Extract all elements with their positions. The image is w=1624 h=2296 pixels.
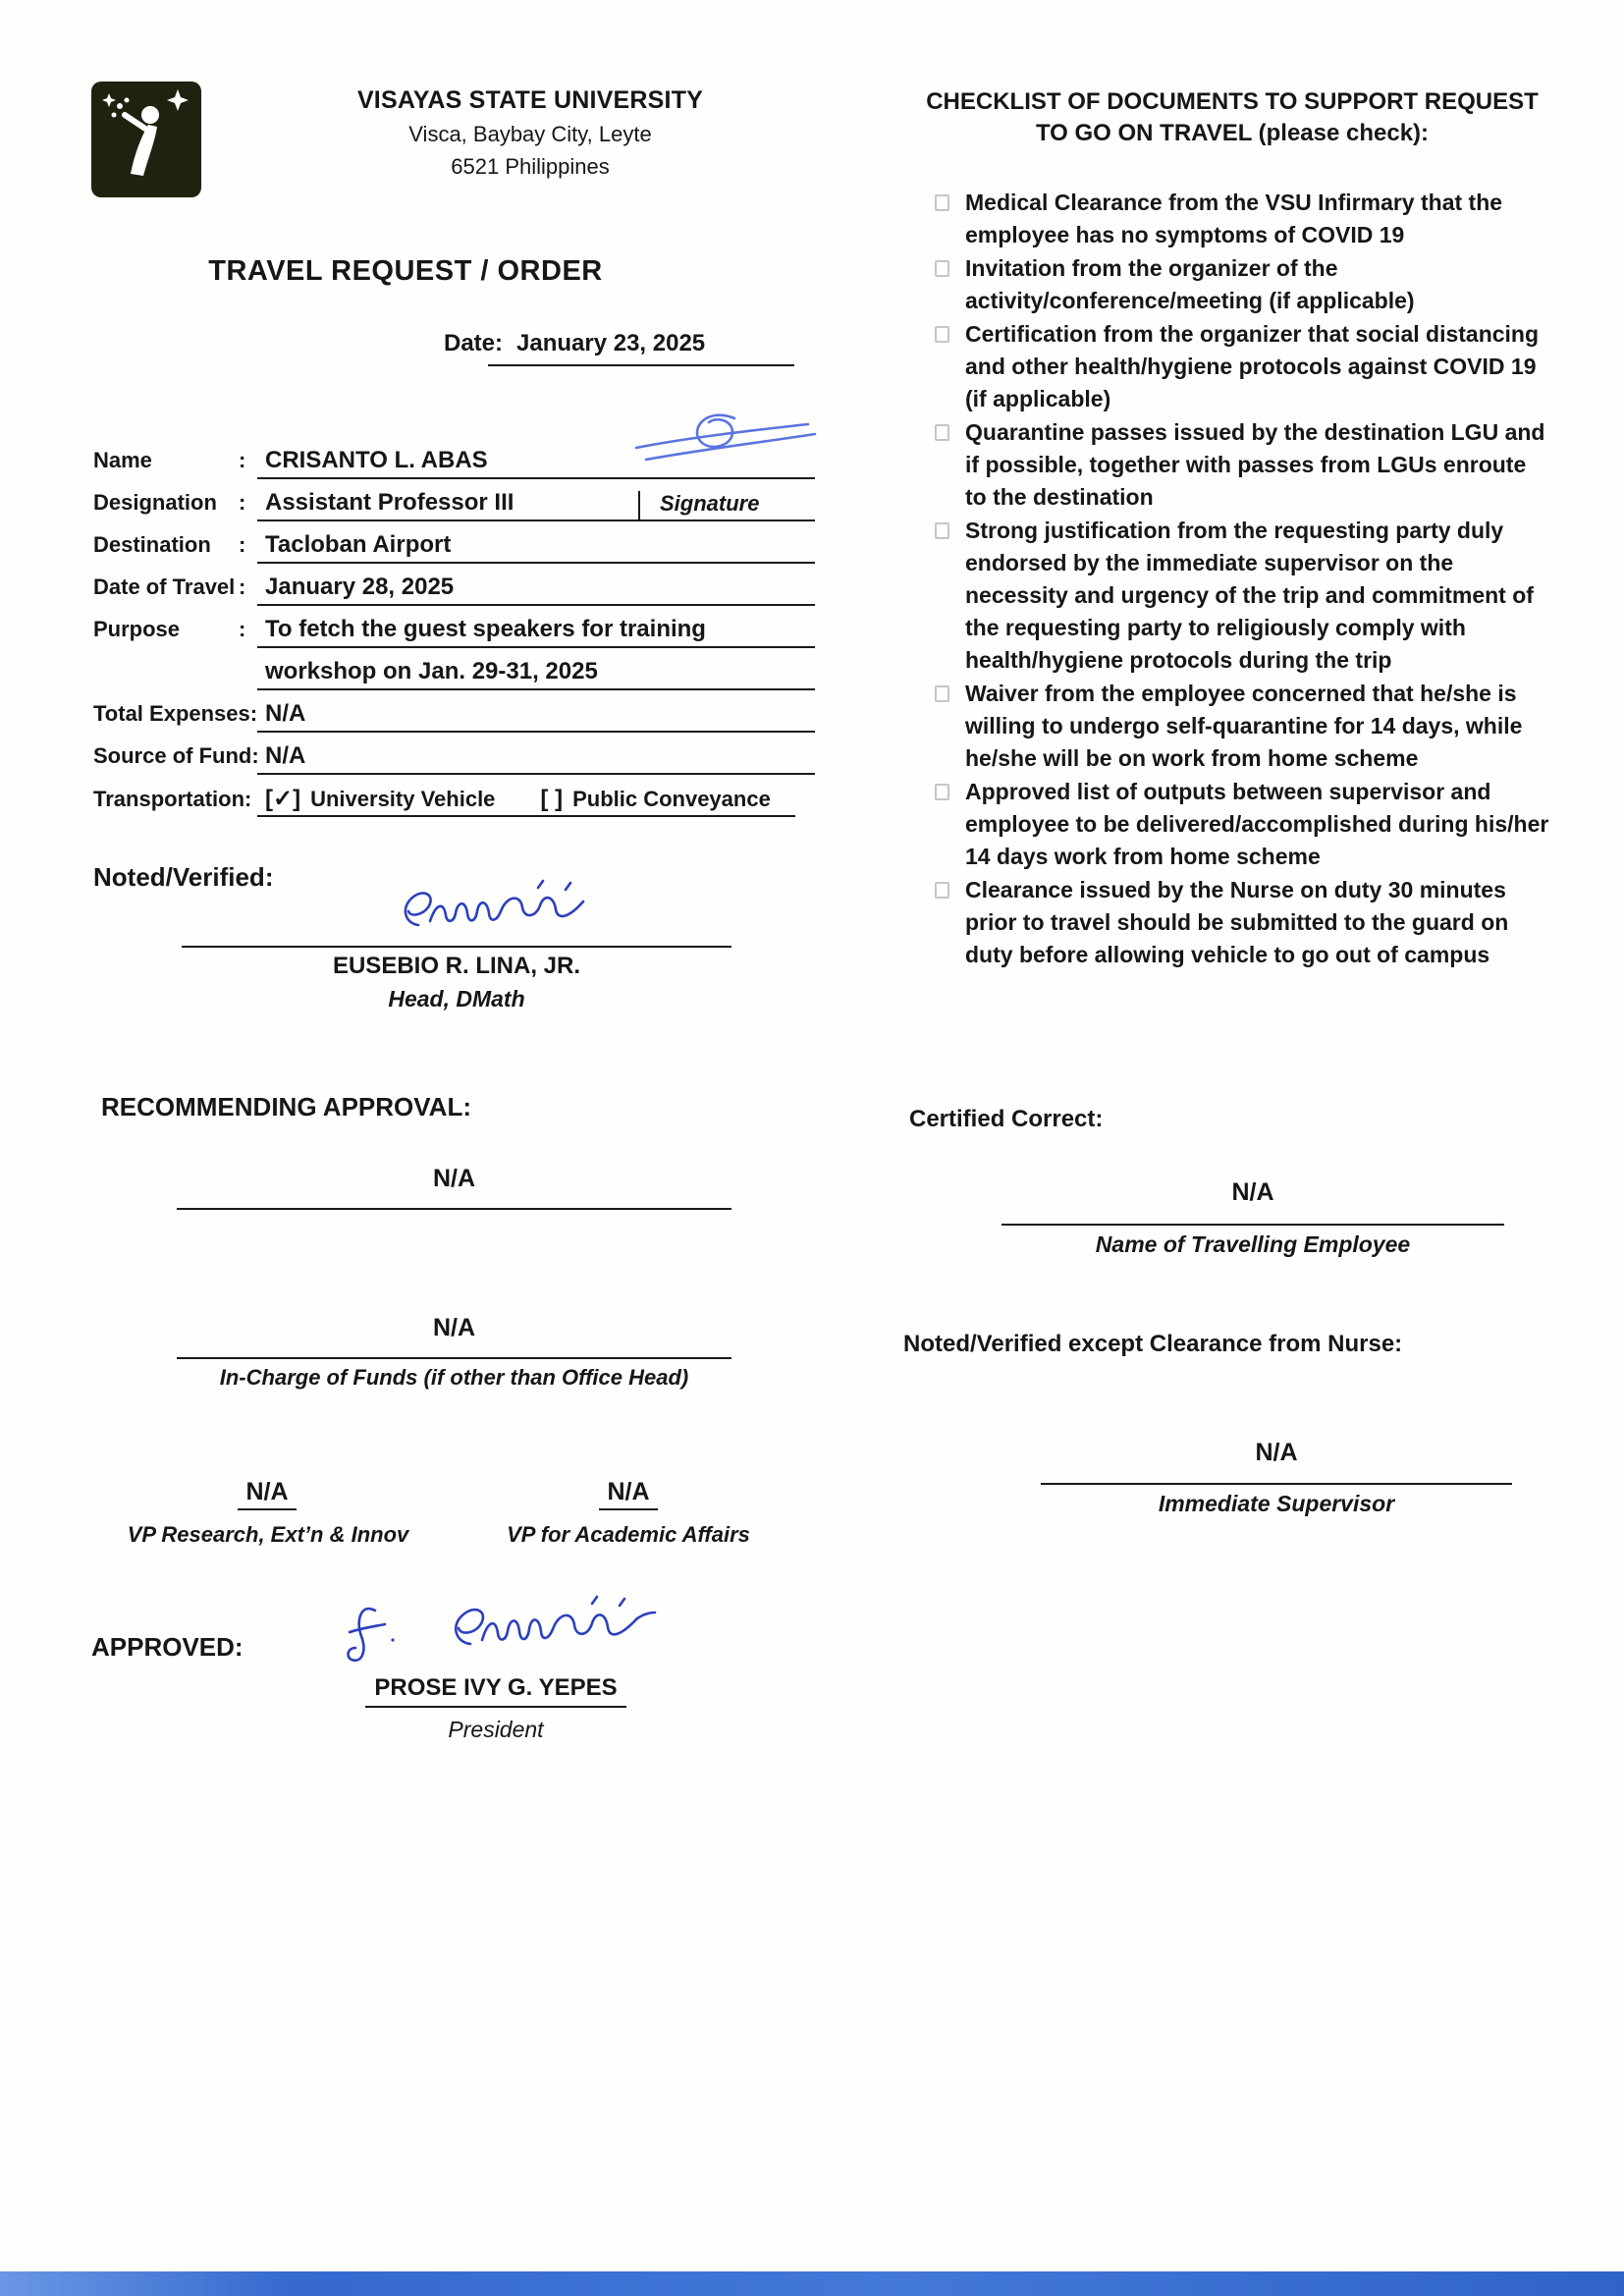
colon: : xyxy=(239,532,246,557)
vsu-logo-icon xyxy=(91,82,201,197)
president-title: President xyxy=(448,1717,544,1742)
checklist-item xyxy=(935,187,1553,251)
transportation-row xyxy=(93,785,771,813)
vp2-value-wrap xyxy=(569,1478,687,1510)
requester-signature-icon xyxy=(607,405,828,478)
certified-correct-caption: Name of Travelling Employee xyxy=(1095,1231,1411,1257)
noted-verified-underline xyxy=(182,946,731,948)
checklist-heading xyxy=(918,86,1546,149)
transportation-underline xyxy=(257,815,795,817)
purpose-value-line1: To fetch the guest speakers for training xyxy=(265,616,706,642)
checklist-item xyxy=(935,252,1553,317)
checklist-item-text: Medical Clearance from the VSU Infirmary that the employee has no symptoms of COVID 19 xyxy=(965,190,1503,247)
certified-correct-value: N/A xyxy=(1231,1178,1274,1206)
purpose-label: Purpose xyxy=(93,617,181,641)
name-value: CRISANTO L. ABAS xyxy=(265,447,488,473)
designation-row xyxy=(93,489,514,517)
recommending-line1-underline xyxy=(177,1208,731,1210)
noted-verified-title: Head, DMath xyxy=(388,986,525,1011)
public-conveyance-label: Public Conveyance xyxy=(572,787,771,811)
total-expenses-value: N/A xyxy=(265,700,306,727)
certified-correct-label: Certified Correct: xyxy=(909,1106,1104,1132)
vp2-value: N/A xyxy=(599,1478,657,1510)
purpose-value-line2: workshop on Jan. 29-31, 2025 xyxy=(265,658,598,684)
noted-except-nurse-label: Noted/Verified except Clearance from Nurse: xyxy=(903,1331,1403,1357)
purpose-underline-2 xyxy=(257,688,815,690)
certified-correct-underline xyxy=(1001,1224,1504,1226)
checklist-item-text: Approved list of outputs between supervisor and employee to be delivered/accomplished during his/her 14 days work from home scheme xyxy=(965,779,1549,869)
checkbox-icon xyxy=(935,882,949,899)
colon: : xyxy=(239,617,246,641)
scan-edge-bar xyxy=(0,2271,1624,2296)
date-value: January 23, 2025 xyxy=(516,330,706,356)
vp1-value: N/A xyxy=(238,1478,296,1510)
university-address-line1: Visca, Baybay City, Leyte xyxy=(408,122,652,146)
signature-divider xyxy=(638,491,640,520)
colon: : xyxy=(239,448,246,472)
checklist-heading-line2: TO GO ON TRAVEL (please check): xyxy=(1035,120,1430,146)
source-of-fund-underline xyxy=(257,773,815,775)
name-row xyxy=(93,447,488,474)
checklist-item-text: Waiver from the employee concerned that he/she is willing to undergo self-quarantine for 14 days, while he/she will be on work from home scheme xyxy=(965,681,1523,771)
name-label: Name xyxy=(93,448,152,472)
immediate-supervisor-value: N/A xyxy=(1255,1439,1298,1466)
checkbox-icon xyxy=(935,326,949,343)
destination-underline xyxy=(257,562,815,564)
total-expenses-row xyxy=(93,700,305,728)
checklist-item-text: Invitation from the organizer of the activity/conference/meeting (if applicable) xyxy=(965,255,1415,313)
letterhead xyxy=(295,86,766,180)
checklist-item xyxy=(935,874,1553,971)
travel-date-value: January 28, 2025 xyxy=(265,574,455,600)
purpose-underline-1 xyxy=(257,646,815,648)
in-charge-of-funds-caption: In-Charge of Funds (if other than Office Head) xyxy=(219,1365,689,1390)
vsu-logo xyxy=(91,82,201,197)
noted-verified-name: EUSEBIO R. LINA, JR. xyxy=(332,953,581,979)
designation-label: Designation xyxy=(93,490,217,515)
checklist-item-text: Quarantine passes issued by the destination LGU and if possible, together with passes from LGUs enroute to the destination xyxy=(965,419,1545,510)
immediate-supervisor-underline xyxy=(1041,1483,1512,1485)
president-initial-signature-icon xyxy=(332,1599,406,1669)
checklist-item xyxy=(935,318,1553,415)
checklist-item-text: Clearance issued by the Nurse on duty 30 minutes prior to travel should be submitted to the guard on duty before allowing vehicle to go out of campus xyxy=(965,877,1509,967)
checklist-item xyxy=(935,776,1553,873)
president-name: PROSE IVY G. YEPES xyxy=(365,1674,626,1708)
checklist-item xyxy=(935,515,1553,677)
travel-date-underline xyxy=(257,604,815,606)
total-expenses-underline xyxy=(257,731,815,733)
checkbox-icon xyxy=(935,194,949,211)
checkbox-icon xyxy=(935,424,949,441)
public-conveyance-checkbox: [ ] xyxy=(540,786,564,812)
recommending-line1-value: N/A xyxy=(432,1165,476,1192)
purpose-row xyxy=(93,616,706,643)
destination-value: Tacloban Airport xyxy=(265,531,452,558)
travel-date-label: Date of Travel xyxy=(93,574,236,599)
vp1-value-wrap xyxy=(208,1478,326,1510)
designation-underline xyxy=(257,519,815,521)
checkbox-icon xyxy=(935,685,949,702)
checkbox-icon xyxy=(935,784,949,800)
vp2-caption: VP for Academic Affairs xyxy=(507,1522,750,1547)
checklist-item-text: Strong justification from the requesting party duly endorsed by the immediate supervisor on the necessity and urgency of the trip and commitment of the requesting party to religiously comply with health/hygiene protocols during the trip xyxy=(965,518,1534,673)
checklist xyxy=(935,187,1553,972)
source-of-fund-row xyxy=(93,742,305,770)
approved-label: APPROVED: xyxy=(91,1632,244,1662)
destination-row xyxy=(93,531,451,559)
checklist-item xyxy=(935,678,1553,775)
checklist-heading-line1: CHECKLIST OF DOCUMENTS TO SUPPORT REQUEST xyxy=(926,88,1539,115)
immediate-supervisor-caption: Immediate Supervisor xyxy=(1158,1491,1395,1516)
destination-label: Destination xyxy=(93,532,211,557)
checkbox-icon xyxy=(935,522,949,539)
travel-date-row xyxy=(93,574,454,601)
university-name: VISAYAS STATE UNIVERSITY xyxy=(356,86,704,114)
university-vehicle-checkbox: [✓] xyxy=(265,786,301,812)
president-signature-icon xyxy=(437,1589,668,1666)
recommending-line2-underline xyxy=(177,1357,731,1359)
date-row xyxy=(444,330,705,357)
source-of-fund-value: N/A xyxy=(265,742,306,769)
source-of-fund-label: Source of Fund: xyxy=(93,743,259,768)
signature-caption: Signature xyxy=(660,491,760,516)
page-title: TRAVEL REQUEST / ORDER xyxy=(208,255,603,287)
checkbox-icon xyxy=(935,260,949,277)
checklist-item xyxy=(935,416,1553,514)
recommending-approval-label: RECOMMENDING APPROVAL: xyxy=(101,1092,471,1121)
recommending-line2-value: N/A xyxy=(432,1314,476,1341)
head-dmath-signature-icon xyxy=(391,874,602,945)
checklist-item-text: Certification from the organizer that social distancing and other health/hygiene protocols against COVID 19 (if applicable) xyxy=(965,321,1540,411)
colon: : xyxy=(239,490,246,515)
designation-value: Assistant Professor III xyxy=(265,489,514,516)
noted-verified-label: Noted/Verified: xyxy=(93,862,274,892)
university-address-line2: 6521 Philippines xyxy=(451,154,610,179)
vp1-caption: VP Research, Ext’n & Innov xyxy=(127,1522,409,1547)
date-underline xyxy=(488,364,794,366)
date-label: Date: xyxy=(444,330,504,356)
colon: : xyxy=(239,574,246,599)
university-vehicle-label: University Vehicle xyxy=(310,787,496,811)
total-expenses-label: Total Expenses: xyxy=(93,701,258,726)
transportation-label: Transportation: xyxy=(93,787,252,811)
